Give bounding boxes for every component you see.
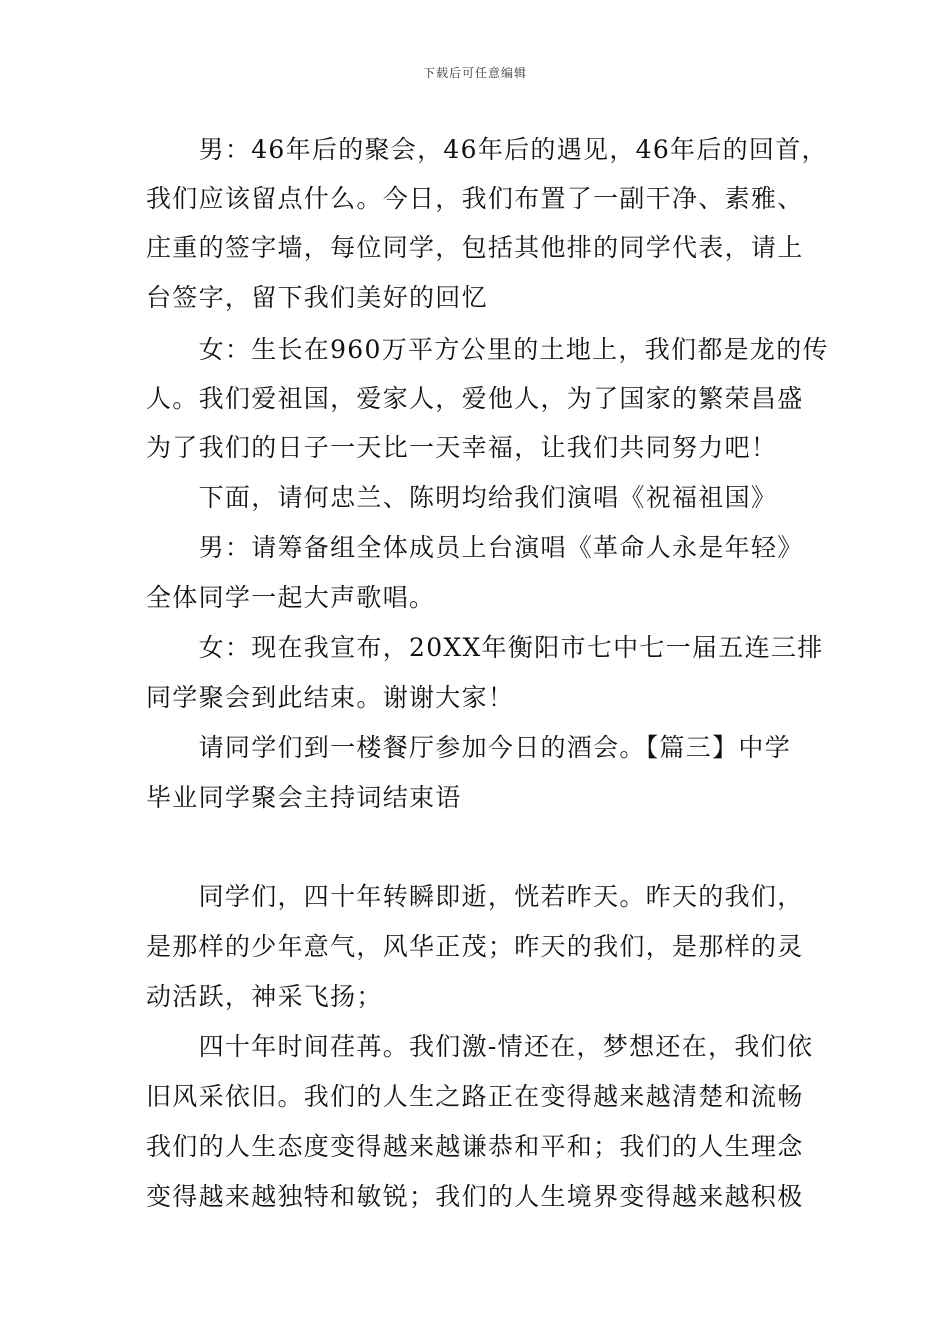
text-line: 庄重的签字墙，每位同学，包括其他排的同学代表，请上 bbox=[146, 233, 804, 262]
page-header: 下载后可任意编辑 bbox=[422, 66, 527, 80]
text-line: 女：生长在960万平方公里的土地上，我们都是龙的传 bbox=[146, 335, 829, 364]
text-line: 变得越来越独特和敏锐；我们的人生境界变得越来越积极 bbox=[146, 1182, 804, 1211]
text-line: 人。我们爱祖国，爱家人，爱他人，为了国家的繁荣昌盛 bbox=[146, 384, 804, 413]
text-line: 请同学们到一楼餐厅参加今日的酒会。【篇三】中学 bbox=[146, 733, 792, 762]
text-line: 男：46年后的聚会，46年后的遇见，46年后的回首， bbox=[146, 135, 828, 164]
text-line: 下面，请何忠兰、陈明均给我们演唱《祝福祖国》 bbox=[146, 483, 778, 512]
text-line: 我们的人生态度变得越来越谦恭和平和；我们的人生理念 bbox=[146, 1132, 804, 1161]
text-line: 是那样的少年意气，风华正茂；昨天的我们，是那样的灵 bbox=[146, 932, 804, 961]
text-line: 同学们，四十年转瞬即逝，恍若昨天。昨天的我们， bbox=[146, 882, 804, 911]
text-line: 为了我们的日子一天比一天幸福，让我们共同努力吧！ bbox=[146, 433, 778, 462]
text-line: 全体同学一起大声歌唱。 bbox=[146, 583, 436, 612]
text-line: 台签字，留下我们美好的回忆 bbox=[146, 283, 488, 312]
text-line: 我们应该留点什么。今日，我们布置了一副干净、素雅、 bbox=[146, 184, 804, 213]
text-line: 同学聚会到此结束。谢谢大家！ bbox=[146, 683, 515, 712]
text-line: 毕业同学聚会主持词结束语 bbox=[146, 783, 462, 812]
text-line: 男：请筹备组全体成员上台演唱《革命人永是年轻》 bbox=[146, 533, 804, 562]
text-line: 四十年时间荏苒。我们激-情还在，梦想还在，我们依 bbox=[146, 1032, 814, 1061]
text-line: 女：现在我宣布，20XX年衡阳市七中七一届五连三排 bbox=[146, 633, 824, 662]
text-line: 动活跃，神采飞扬； bbox=[146, 982, 383, 1011]
text-line: 旧风采依旧。我们的人生之路正在变得越来越清楚和流畅 bbox=[146, 1082, 804, 1111]
